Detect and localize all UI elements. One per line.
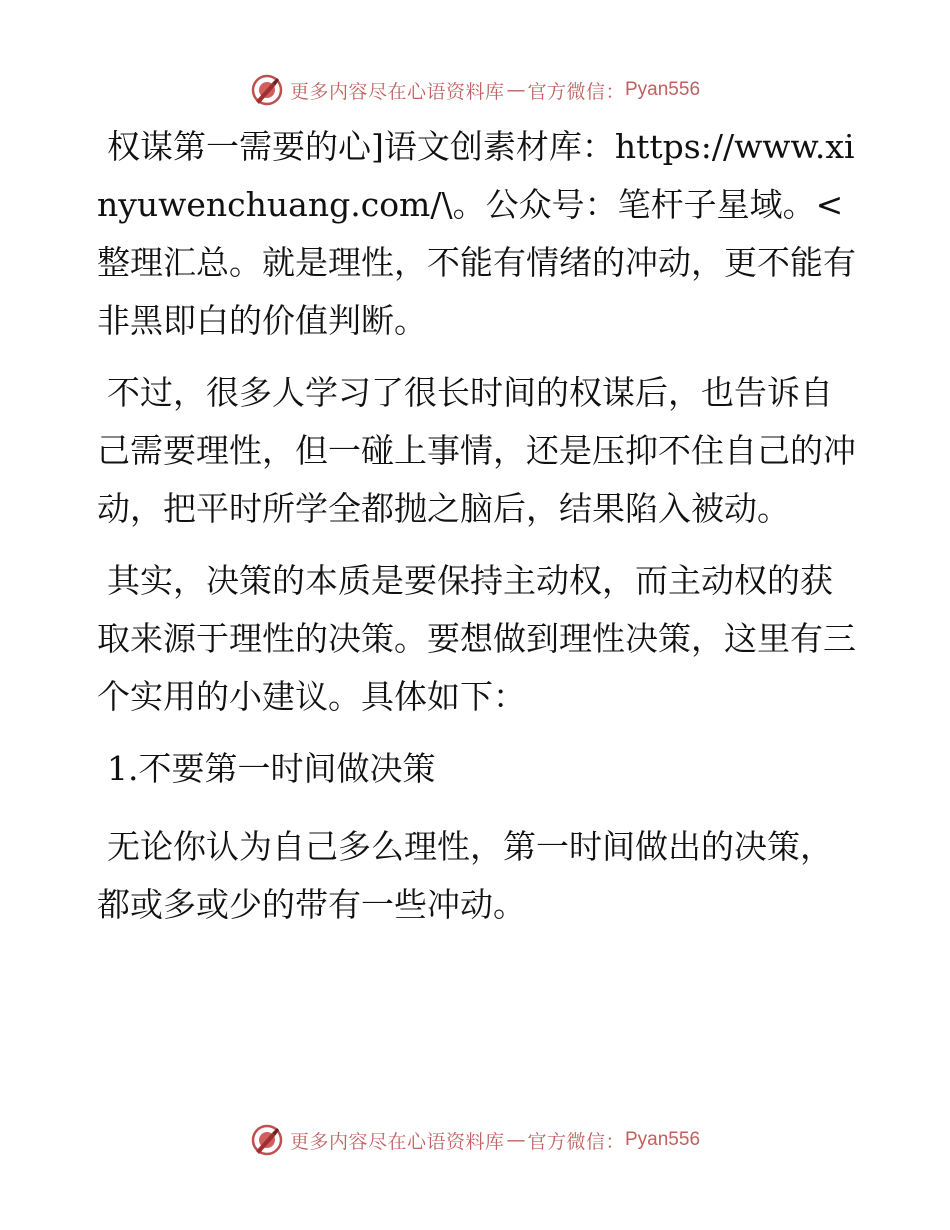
paragraph-problem: 不过，很多人学习了很长时间的权谋后，也告诉自己需要理性，但一碰上事情，还是压抑不住自己的冲动，把平时所学全都抛之脑后，结果陷入被动。 (97, 373, 856, 528)
header-watermark-banner (0, 70, 950, 110)
banner-wechat-id: Pyan556 (625, 1129, 701, 1150)
document-body (97, 118, 857, 948)
paragraph-advice-1: 无论你认为自己多么理性，第一时间做出的决策，都或多或少的带有一些冲动。 (97, 827, 833, 924)
banner-wechat-id: Pyan556 (625, 79, 701, 100)
section-heading-1: 1.不要第一时间做决策 (107, 749, 436, 788)
banner-separator: — (506, 79, 526, 101)
banner-promo-text: 更多内容尽在心语资料库 (289, 80, 505, 103)
banner-official-label: 官方微信： (527, 1130, 625, 1153)
pen-logo-icon (250, 1123, 284, 1157)
paragraph-essence: 其实，决策的本质是要保持主动权，而主动权的获取来源于理性的决策。要想做到理性决策，这里有三个实用的小建议。具体如下： (97, 561, 856, 716)
banner-official-label: 官方微信： (527, 80, 625, 103)
banner-separator: — (506, 1129, 526, 1151)
paragraph-intro: 权谋第一需要的心]语文创素材库：https://www.xinyuwenchuang.com/\。公众号：笔杆子星域。<整理汇总。就是理性，不能有情绪的冲动，更不能有非黑即白的价值判断。 (97, 127, 856, 340)
banner-promo-text: 更多内容尽在心语资料库 (289, 1130, 505, 1153)
footer-watermark-banner (0, 1120, 950, 1160)
pen-logo-icon (250, 73, 284, 107)
